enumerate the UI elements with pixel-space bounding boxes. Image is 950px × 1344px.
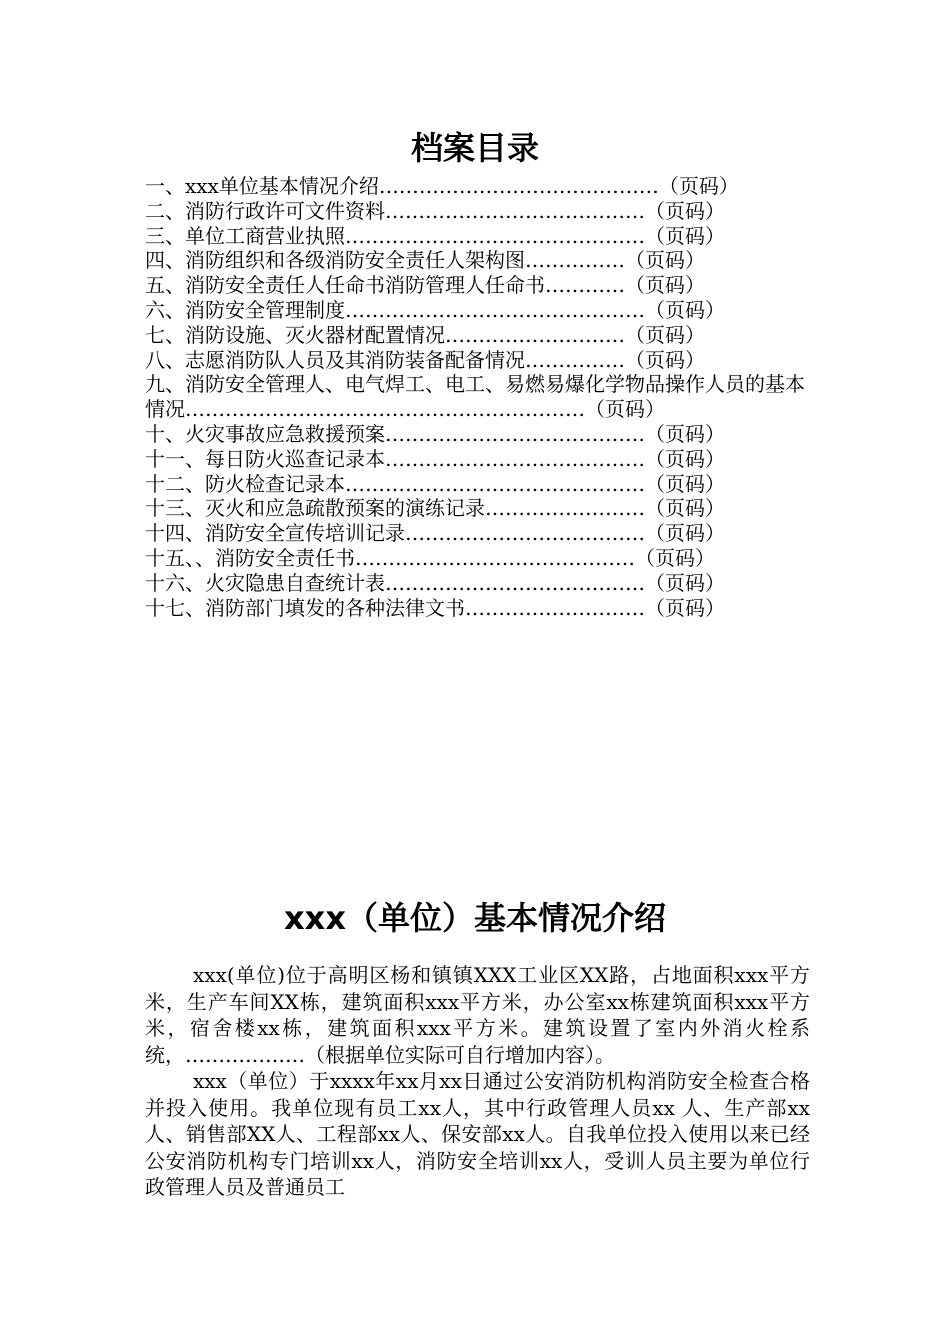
toc-item: 十三、灭火和应急疏散预案的演练记录……………………（页码）: [145, 496, 725, 521]
toc-item: 二、消防行政许可文件资料…………………………………（页码）: [145, 198, 725, 223]
toc-item: 九、消防安全管理人、电气焊工、电工、易燃易爆化学物品操作人员的基本情况……………………………………………………（页码）: [145, 372, 805, 422]
intro-paragraph: xxx（单位）于xxxx年xx月xx日通过公安消防机构消防安全检查合格并投入使用。我单位现有员工xx人，其中行政管理人员xx 人、生产部xx人、销售部XX人、工程部xx人、保安部xx人。自我单位投入使用以来已经公安消防机构专门培训xx人，消防安全培训xx人，受训人员主要为单位行政管理人员及普通员工: [145, 1069, 810, 1199]
toc-title: 档案目录: [410, 129, 539, 167]
toc-item: 十六、火灾隐患自查统计表…………………………………（页码）: [145, 570, 725, 595]
toc-list: [145, 174, 805, 620]
toc-item: 十五、、消防安全责任书……………………………………（页码）: [145, 545, 715, 570]
toc-item: 十一、每日防火巡查记录本…………………………………（页码）: [145, 446, 725, 471]
intro-paragraph: xxx(单位)位于高明区杨和镇镇XXX工业区XX路，占地面积xxx平方米，生产车间XX栋，建筑面积xxx平方米，办公室xx栋建筑面积xxx平方米，宿舍楼xx栋，建筑面积xxx平方米。建筑设置了室内外消火栓系统，………………（根据单位实际可自行增加内容）。: [145, 963, 810, 1067]
toc-item: 三、单位工商营业执照………………………………………（页码）: [145, 223, 725, 248]
toc-item: 十、火灾事故应急救援预案…………………………………（页码）: [145, 421, 725, 446]
toc-item: 五、消防安全责任人任命书消防管理人任命书…………（页码）: [145, 273, 705, 298]
intro-body: [145, 962, 810, 1201]
toc-item: 四、消防组织和各级消防安全责任人架构图……………（页码）: [145, 248, 705, 273]
toc-item: 一、xxx单位基本情况介绍……………………………………（页码）: [145, 174, 739, 198]
toc-item: 十七、消防部门填发的各种法律文书………………………（页码）: [145, 595, 725, 620]
toc-item: 十四、消防安全宣传培训记录………………………………（页码）: [145, 521, 725, 546]
toc-item: 十二、防火检查记录本………………………………………（页码）: [145, 471, 725, 496]
toc-item: 六、消防安全管理制度………………………………………（页码）: [145, 297, 725, 322]
toc-item: 八、志愿消防队人员及其消防装备配备情况……………（页码）: [145, 347, 705, 372]
intro-title: xxx（单位）基本情况介绍: [284, 899, 666, 937]
toc-item: 七、消防设施、灭火器材配置情况………………………（页码）: [145, 322, 705, 347]
